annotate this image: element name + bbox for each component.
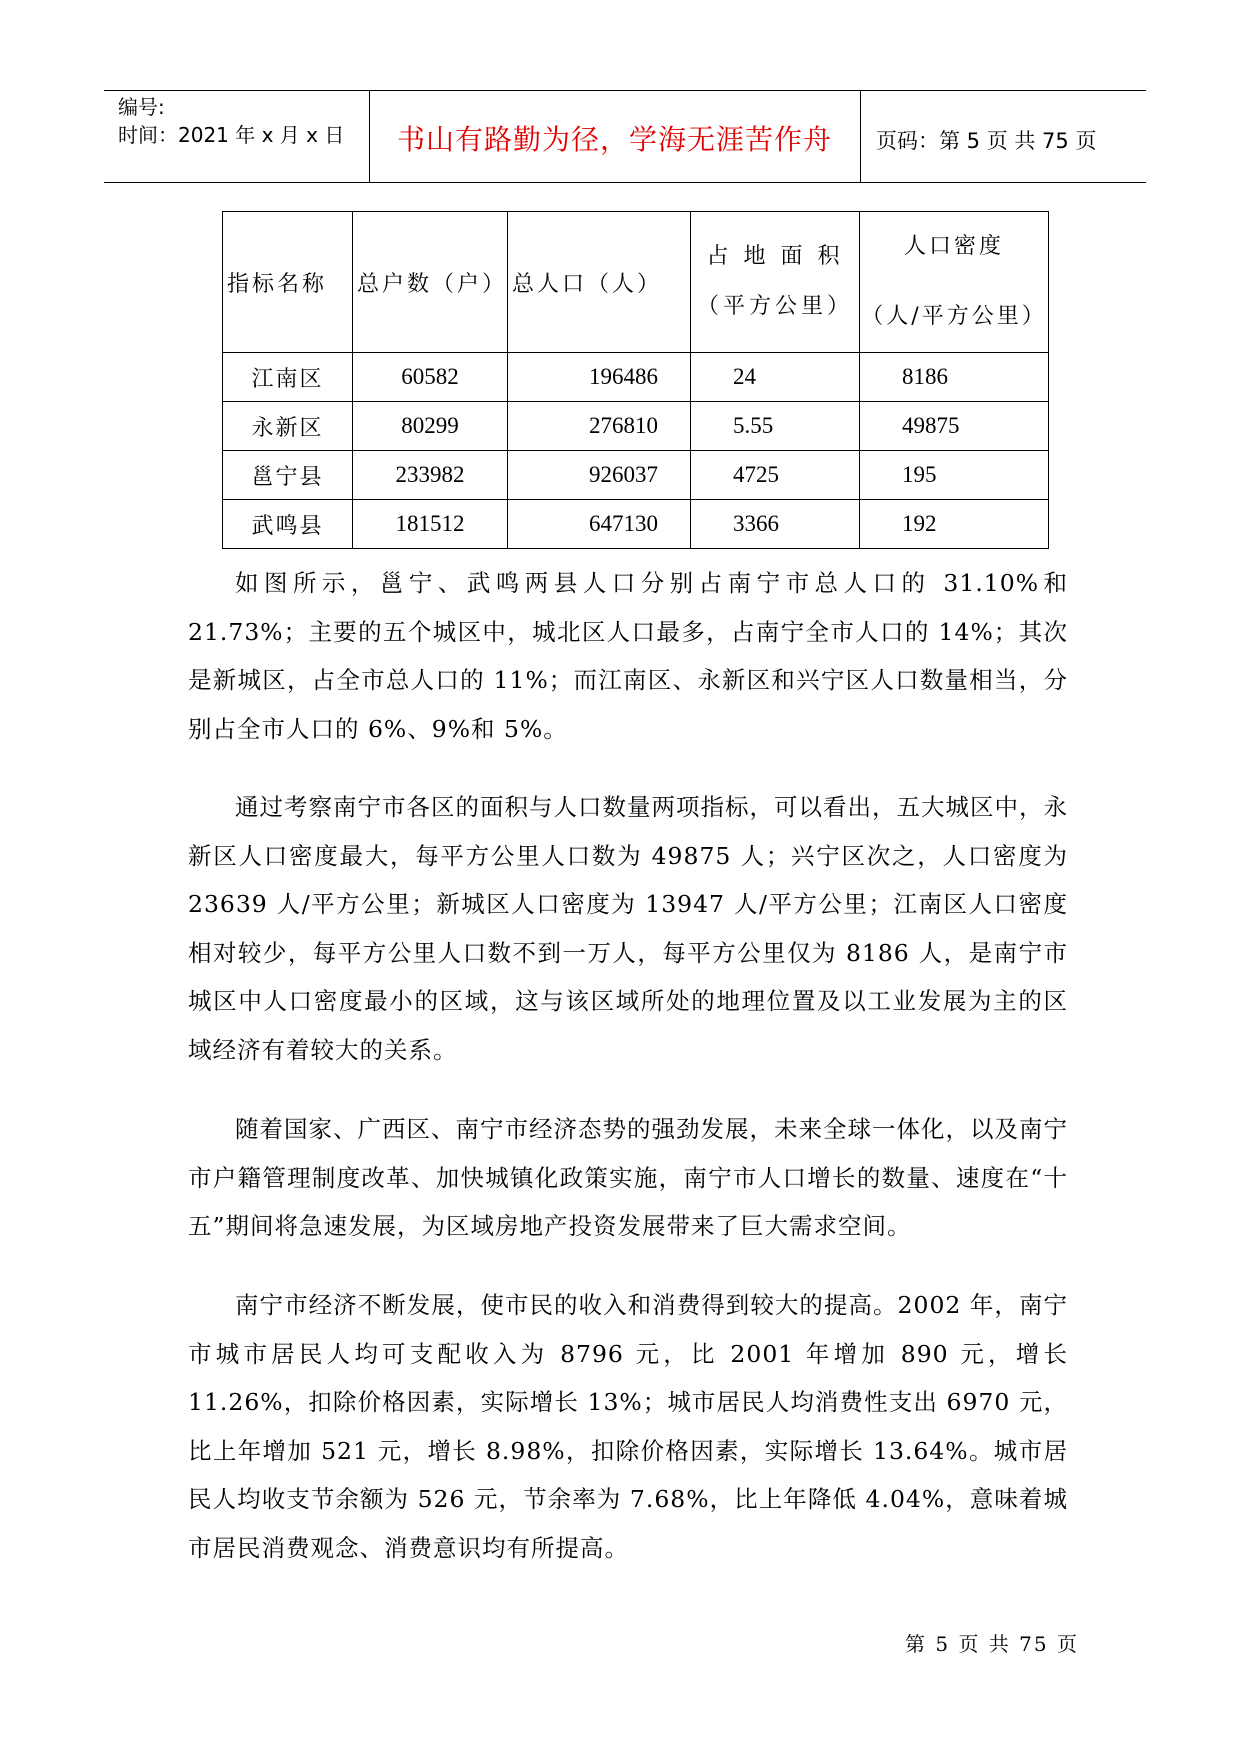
cell-area: 5.55	[691, 402, 860, 451]
header-divider-right	[860, 90, 861, 182]
table-row	[223, 500, 1049, 549]
population-table	[222, 211, 1049, 549]
header-time-label: 时间：2021 年 x 月 x 日	[118, 123, 345, 147]
cell-area: 3366	[691, 500, 860, 549]
paragraph-growth-outlook: 随着国家、广西区、南宁市经济态势的强劲发展，未来全球一体化，以及南宁市户籍管理制度改革、加快城镇化政策实施，南宁市人口增长的数量、速度在“十五”期间将急速发展，为区域房地产投资发展带来了巨大需求空间。	[188, 1115, 1068, 1240]
table-header-row	[223, 212, 1049, 353]
cell-density: 195	[860, 451, 1049, 500]
header-area-line2: （平方公里）	[697, 294, 854, 319]
header-cell-name: 指标名称	[223, 212, 353, 353]
header-bottom-rule	[104, 182, 1146, 183]
paragraph-population-share: 如图所示，邕宁、武鸣两县人口分别占南宁市总人口的 31.10%和 21.73%；主要的五个城区中，城北区人口最多，占南宁全市人口的 14%；其次是新城区，占全市总人口的 11%；而江南区、永新区和兴宁区人口数量相当，分别占全市人口的 6%、9%和 5%。	[188, 569, 1068, 743]
cell-households: 60582	[353, 353, 508, 402]
cell-density: 8186	[860, 353, 1049, 402]
footer-page-number: 第 5 页 共 75 页	[905, 1632, 1079, 1656]
cell-households: 181512	[353, 500, 508, 549]
header-number-label: 编号:	[118, 95, 165, 119]
cell-name: 江南区	[223, 353, 353, 402]
cell-area: 24	[691, 353, 860, 402]
header-cell-households: 总户数（户）	[353, 212, 508, 353]
cell-name: 武鸣县	[223, 500, 353, 549]
cell-population: 196486	[508, 353, 691, 402]
paragraph-density-analysis: 通过考察南宁市各区的面积与人口数量两项指标，可以看出，五大城区中，永新区人口密度最大，每平方公里人口数为 49875 人；兴宁区次之，人口密度为 23639 人/平方公里；新城区人口密度为 13947 人/平方公里；江南区人口密度相对较少，每平方公里人口数不到一万人，每平方公里仅为 8186 人，是南宁市城区中人口密度最小的区域，这与该区域所处的地理位置及以工业发展为主的区域经济有着较大的关系。	[188, 793, 1068, 1064]
cell-density: 49875	[860, 402, 1049, 451]
cell-households: 80299	[353, 402, 508, 451]
cell-name: 永新区	[223, 402, 353, 451]
cell-density: 192	[860, 500, 1049, 549]
cell-area: 4725	[691, 451, 860, 500]
header-density-line1: 人口密度	[904, 234, 1005, 259]
header-cell-population: 总人口（人）	[508, 212, 691, 353]
table-row	[223, 353, 1049, 402]
header-page-label: 页码：第 5 页 共 75 页	[876, 129, 1097, 153]
header-cell-density	[860, 212, 1049, 353]
cell-households: 233982	[353, 451, 508, 500]
header-density-line2: （人/平方公里）	[861, 304, 1047, 329]
cell-population: 647130	[508, 500, 691, 549]
cell-population: 276810	[508, 402, 691, 451]
table-row	[223, 451, 1049, 500]
cell-name: 邕宁县	[223, 451, 353, 500]
paragraph-income-consumption: 南宁市经济不断发展，使市民的收入和消费得到较大的提高。2002 年，南宁市城市居民人均可支配收入为 8796 元，比 2001 年增加 890 元，增长 11.26%，扣除价格因素，实际增长 13%；城市居民人均消费性支出 6970 元，比上年增加 521 元，增长 8.98%，扣除价格因素，实际增长 13.64%。城市居民人均收支节余额为 526 元，节余率为 7.68%，比上年降低 4.04%，意味着城市居民消费观念、消费意识均有所提高。	[188, 1291, 1068, 1562]
header-motto: 书山有路勤为径，学海无涯苦作舟	[396, 123, 832, 156]
cell-population: 926037	[508, 451, 691, 500]
table-row	[223, 402, 1049, 451]
header-cell-area	[691, 212, 860, 353]
header-area-line1: 占 地 面 积	[706, 244, 844, 269]
header-top-rule	[104, 90, 1146, 91]
header-meta	[118, 93, 344, 149]
